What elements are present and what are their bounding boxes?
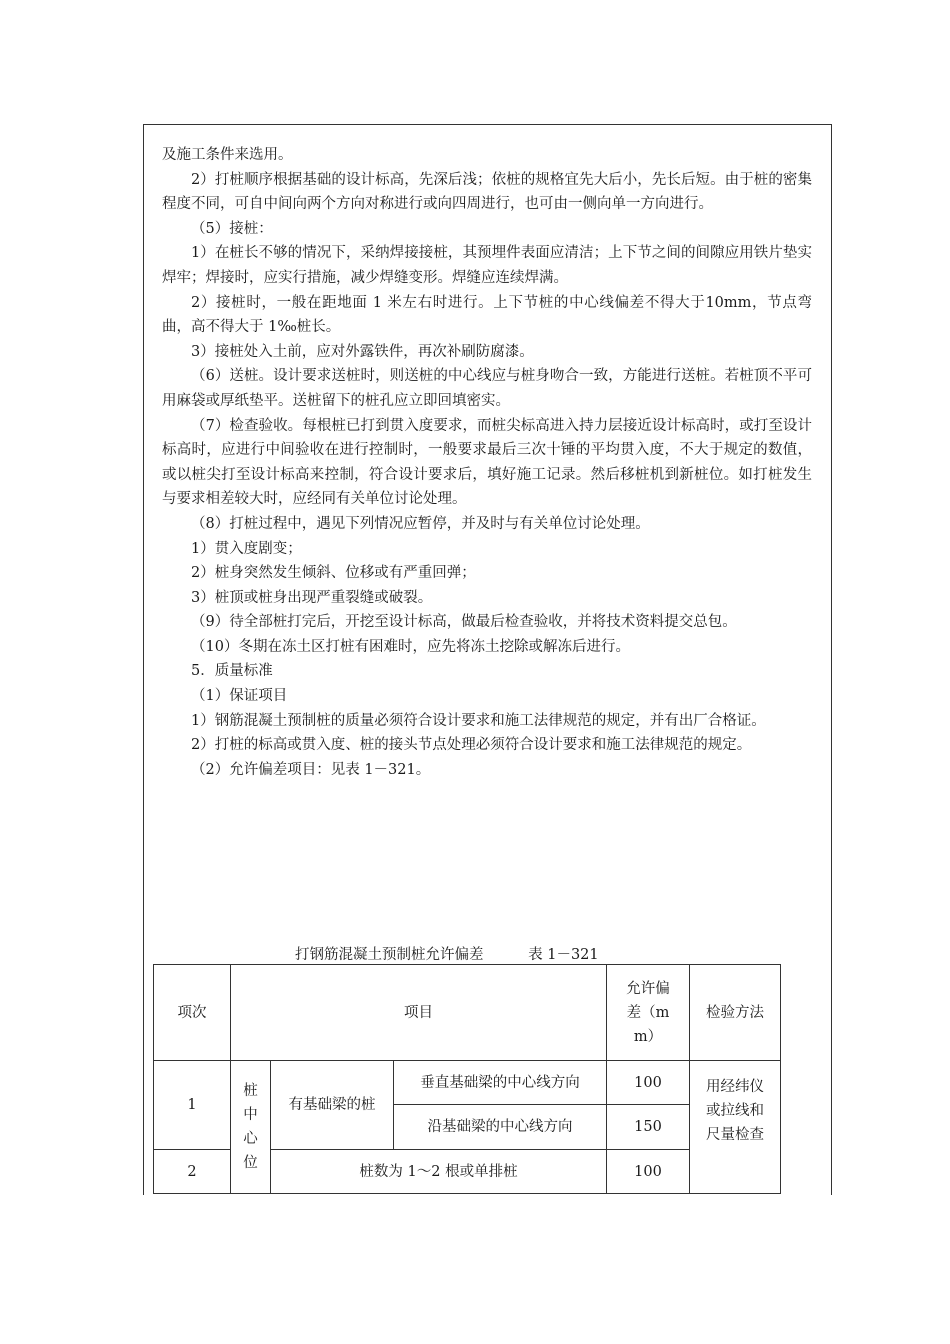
method-text: 用经纬仪或拉线和尺量检查	[706, 1079, 764, 1143]
paragraph: 1）贯入度剧变；	[191, 540, 302, 557]
paragraph: 及施工条件来选用。	[162, 147, 293, 163]
paragraph: 3）桩顶或桩身出现严重裂缝或破裂。	[191, 589, 433, 606]
paragraph: （7）检查验收。每根桩已打到贯入度要求，而桩尖标高进入持力层接近设计标高时，或打至设计标高时，应进行中间验收在进行控制时，一般要求最后三次十锤的平均贯入度，不大于规定的数值，或以桩尖打至设计标高来控制，符合设计要求后，填好施工记录。然后移桩机到新桩位。如打桩发生与要求相差较大时，应经同有关单位讨论处理。	[162, 417, 812, 508]
header-tolerance	[607, 965, 690, 1061]
row-1-value: 100	[607, 1061, 690, 1105]
group-label: 桩中心位	[243, 1083, 258, 1171]
header-seq: 项次	[154, 965, 231, 1061]
paragraph: 1）在桩长不够的情况下，采纳焊接接桩，其预埋件表面应清洁；上下节之间的间隙应用铁片垫实焊牢；焊接时，应实行措施，减少焊缝变形。焊缝应连续焊满。	[162, 245, 812, 286]
paragraph: （6）送桩。设计要求送桩时，则送桩的中心线应与桩身吻合一致，方能进行送桩。若桩顶不平可用麻袋或厚纸垫平。送桩留下的桩孔应立即回填密实。	[162, 368, 812, 409]
paragraph: （9）待全部桩打完后，开挖至设计标高，做最后检查验收，并将技术资料提交总包。	[191, 614, 737, 631]
paragraph: 2）打桩的标高或贯入度、桩的接头节点处理必须符合设计要求和施工法律规范的规定。	[191, 737, 752, 754]
paragraph: 3）接桩处入土前，应对外露铁件，再次补刷防腐漆。	[191, 343, 534, 360]
row-2-value: 100	[607, 1150, 690, 1194]
header-method: 检验方法	[690, 965, 781, 1061]
row-1-detail: 垂直基础梁的中心线方向	[394, 1061, 607, 1105]
table-caption-title: 打钢筋混凝土预制桩允许偏差	[295, 947, 484, 963]
row-1-seq: 1	[154, 1061, 231, 1150]
body-text	[162, 143, 812, 782]
paragraph: （1）保证项目	[191, 688, 288, 705]
paragraph: （10）冬期在冻土区打桩有困难时，应先将冻土挖除或解冻后进行。	[191, 638, 630, 655]
row-1b-detail: 沿基础梁的中心线方向	[394, 1105, 607, 1150]
paragraph: 1）钢筋混凝土预制桩的质量必须符合设计要求和施工法律规范的规定，并有出厂合格证。	[191, 712, 766, 729]
table-caption-number: 表 1－321	[528, 947, 599, 963]
paragraph: 5．质量标准	[191, 663, 273, 680]
paragraph: （2）允许偏差项目：见表 1－321。	[191, 761, 431, 778]
paragraph: （8）打桩过程中，遇见下列情况应暂停，并及时与有关单位讨论处理。	[191, 515, 650, 532]
header-tolerance-text: 允许偏差（mm）	[626, 980, 670, 1045]
group-label-cell	[231, 1061, 271, 1194]
row-1b-value: 150	[607, 1105, 690, 1150]
table-caption	[295, 943, 599, 964]
header-item: 项目	[231, 965, 607, 1061]
paragraph: 2）打桩顺序根据基础的设计标高，先深后浅；依桩的规格宜先大后小，先长后短。由于桩的密集程度不同，可自中间向两个方向对称进行或向四周进行，也可由一侧向单一方向进行。	[162, 171, 812, 213]
paragraph: （5）接桩：	[191, 220, 273, 237]
method-cell	[690, 1061, 781, 1194]
tolerance-table	[153, 964, 781, 1194]
paragraph: 2）桩身突然发生倾斜、位移或有严重回弹；	[191, 565, 476, 582]
row-1-sub: 有基础梁的桩	[271, 1061, 394, 1150]
row-2-detail: 桩数为 1～2 根或单排桩	[271, 1150, 607, 1194]
paragraph: 2）接桩时，一般在距地面 1 米左右时进行。上下节桩的中心线偏差不得大于10mm，节点弯曲，高不得大于 1‰桩长。	[162, 294, 812, 336]
row-2-seq: 2	[154, 1150, 231, 1194]
